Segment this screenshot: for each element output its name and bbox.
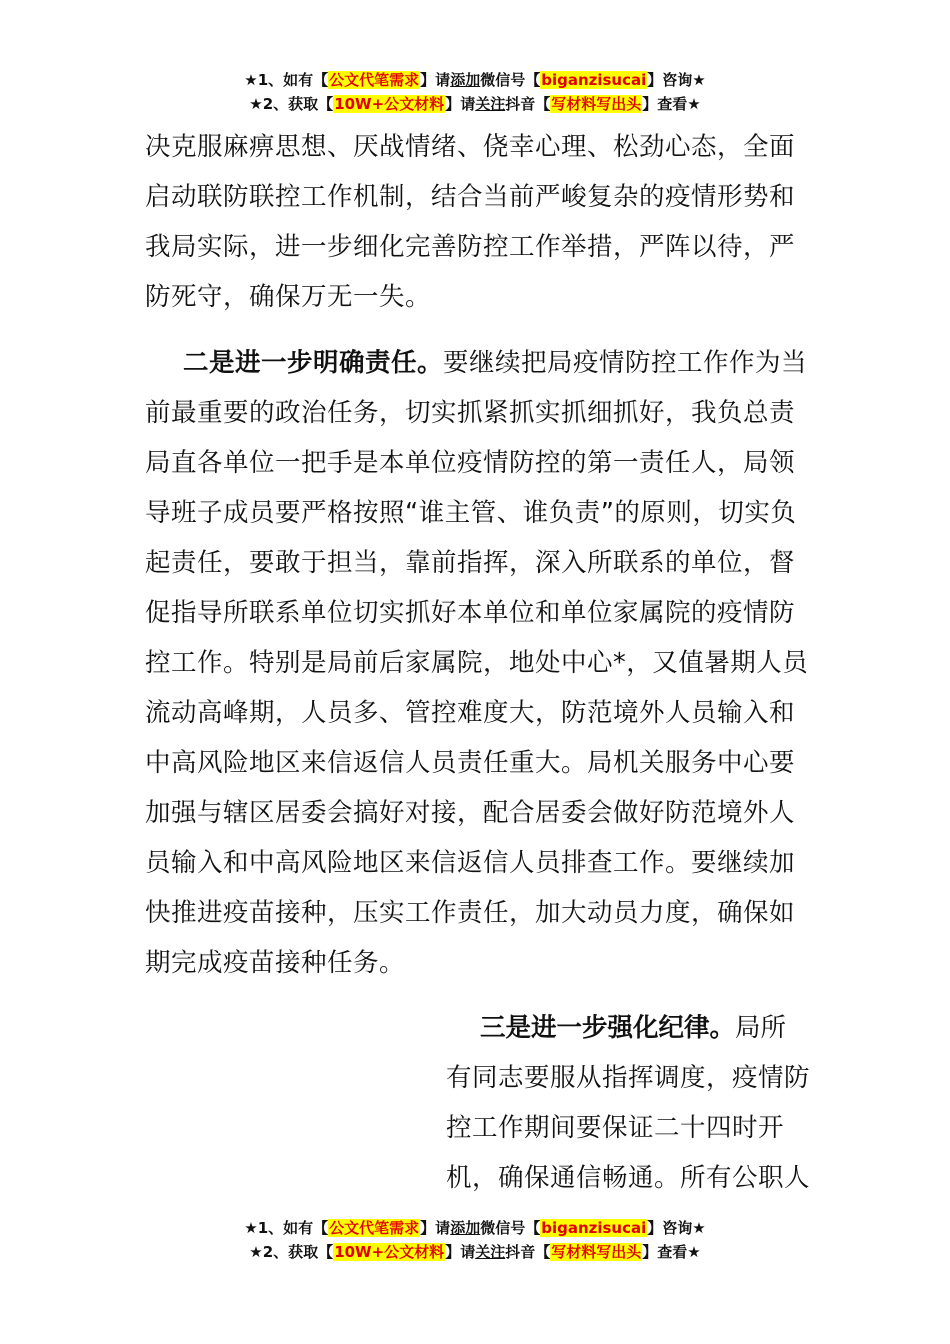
highlight-douyin-account: 写材料写出头 bbox=[551, 1243, 642, 1261]
banner-line-1: ★1、如有【公文代笔需求】请添加微信号【biganzisucai】咨询★ bbox=[244, 1219, 706, 1237]
document-paragraph-3: 有同志要服从指挥调度，疫情防 控工作期间要保证二十四时开 机，确保通信畅通。所有公职人 bbox=[446, 1063, 811, 1193]
highlight-materials: 10W+公文材料 bbox=[334, 95, 445, 113]
paragraph-heading: 三是进一步强化纪律。 bbox=[480, 1013, 736, 1043]
highlight-wechat-id: biganzisucai bbox=[541, 1219, 647, 1237]
document-paragraph-1: 决克服麻痹思想、厌战情绪、侥幸心理、松劲心态，全面启动联防联控工作机制，结合当前严峻复杂的疫情形势和我局实际，进一步细化完善防控工作举措，严阵以待，严防死守，确保万无一失。 bbox=[145, 132, 796, 312]
footer-banner bbox=[0, 1216, 950, 1264]
banner-line-2: ★2、获取【10W+公文材料】请关注抖音【写材料写出头】查看★ bbox=[249, 1243, 701, 1261]
paragraph-heading: 二是进一步明确责任。 bbox=[183, 348, 444, 378]
document-paragraph-2: 二是进一步明确责任。要继续把局疫情防控工作作为当前最重要的政治任务，切实抓紧抓实抓细抓好，我负总责局直各单位一把手是本单位疫情防控的第一责任人，局领导班子成员要严格按照“谁主管、谁负责”的原则，切实负起责任，要敢于担当，靠前指挥，深入所联系的单位，督促指导所联系单位切实抓好本单位和单位家属院的疫情防控工作。特别是局前后家属院，地处中心*，又值暑期人员流动高峰期，人员多、管控难度大，防范境外人员输入和中高风险地区来信返信人员责任重大。局机关服务中心要加强与辖区居委会搞好对接，配合居委会做好防范境外人员输入和中高风险地区来信返信人员排查工作。要继续加快推进疫苗接种，压实工作责任，加大动员力度，确保如期完成疫苗接种任务。 bbox=[145, 348, 809, 978]
highlight-materials: 10W+公文材料 bbox=[334, 1243, 445, 1261]
header-banner bbox=[0, 68, 950, 116]
banner-line-2: ★2、获取【10W+公文材料】请关注抖音【写材料写出头】查看★ bbox=[249, 95, 701, 113]
document-paragraph-3-lead: 三是进一步强化纪律。局所 bbox=[480, 1013, 787, 1043]
highlight-douyin-account: 写材料写出头 bbox=[551, 95, 642, 113]
highlight-wechat-id: biganzisucai bbox=[541, 71, 647, 89]
highlight-service: 公文代笔需求 bbox=[329, 71, 420, 89]
banner-line-1: ★1、如有【公文代笔需求】请添加微信号【biganzisucai】咨询★ bbox=[244, 71, 706, 89]
highlight-service: 公文代笔需求 bbox=[329, 1219, 420, 1237]
